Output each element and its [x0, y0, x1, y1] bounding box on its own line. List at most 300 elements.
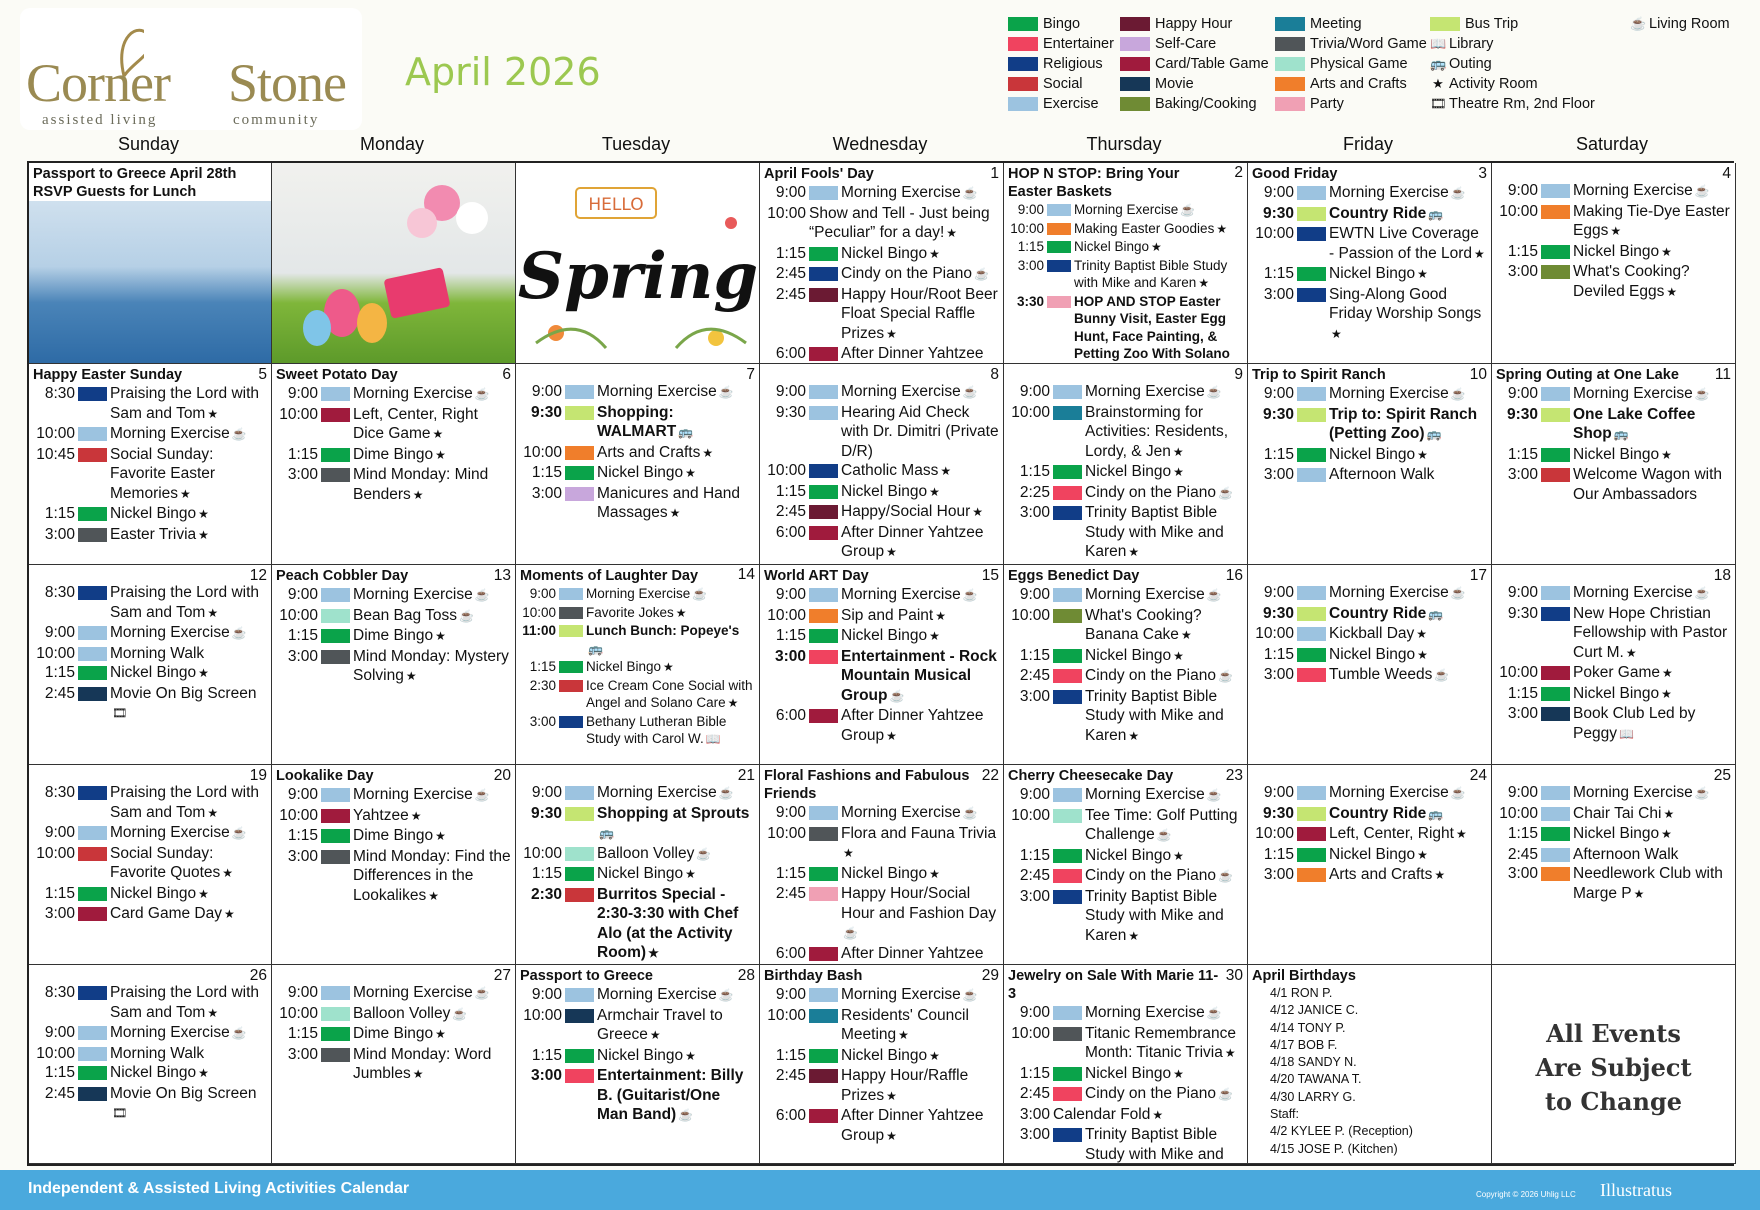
day-cell: [29, 364, 272, 565]
event-time: 3:00: [529, 713, 556, 729]
birthday-entry: 4/14 TONY P.: [1270, 1020, 1346, 1035]
event-row: [276, 606, 511, 627]
event-category-swatch: [809, 267, 838, 281]
weekday-label: Friday: [1342, 134, 1393, 154]
brand-word-corner: Corner: [26, 53, 170, 113]
event-category-swatch: [1053, 869, 1082, 883]
birthday-entry: 4/2 KYLEE P. (Reception): [1270, 1124, 1413, 1139]
event-name: [841, 461, 999, 482]
location-icon: 🚌: [1428, 606, 1444, 621]
event-name: [110, 424, 267, 445]
event-name: [1085, 1024, 1243, 1064]
event-row: [520, 985, 755, 1006]
event-name: [841, 803, 999, 824]
event-time: 9:30: [1262, 204, 1294, 222]
event-category-swatch: [78, 1066, 107, 1080]
event-category-swatch: [1297, 288, 1326, 302]
event-title: Manicures and Hand Massages: [597, 484, 741, 521]
event-time: 6:00: [775, 707, 806, 724]
day-number: 12: [249, 567, 267, 584]
event-category-swatch: [1297, 468, 1326, 482]
event-title: Entertainment: Billy B. (Guitarist/One Man Band): [597, 1067, 744, 1123]
event-time: 10:00: [1255, 625, 1294, 642]
event-name: [1573, 604, 1731, 664]
location-icon: ☕: [1434, 668, 1450, 682]
legend-label: Outing: [1449, 56, 1492, 72]
event-row: [1496, 384, 1731, 405]
event-name: [1074, 257, 1243, 293]
event-category-swatch: [1053, 1067, 1082, 1081]
event-category-swatch: [559, 716, 583, 728]
event-time: 2:45: [775, 503, 806, 520]
event-category-swatch: [565, 786, 594, 800]
day-number: 9: [1234, 366, 1243, 383]
event-row: [1496, 704, 1731, 744]
event-row: [1496, 445, 1731, 466]
event-category-swatch: [321, 387, 350, 401]
event-name: [1573, 202, 1731, 242]
event-title: Poker Game: [1573, 664, 1661, 681]
location-icon: ★: [702, 445, 714, 460]
event-title: Cindy on the Piano: [1085, 667, 1216, 684]
weekday-label: Monday: [359, 134, 425, 154]
event-time: 1:15: [287, 445, 318, 463]
event-title: What's Cooking? Banana Cake: [1085, 606, 1202, 643]
event-row: [764, 264, 999, 285]
event-row: [33, 663, 267, 684]
event-name: [1573, 465, 1731, 504]
event-row: [520, 844, 755, 865]
location-icon: ☕: [1206, 1006, 1222, 1020]
location-icon: ★: [843, 846, 854, 860]
event-row: [33, 904, 267, 925]
event-row: [1252, 264, 1487, 285]
event-category-swatch: [78, 448, 107, 462]
event-row: [764, 285, 999, 345]
event-row: [520, 622, 755, 658]
event-row: [1008, 887, 1243, 947]
event-name: [110, 823, 267, 844]
event-category-swatch: [1047, 260, 1071, 272]
event-row: [276, 647, 511, 687]
day-cell: [1492, 163, 1736, 364]
event-time: 9:00: [531, 383, 562, 400]
event-row: [1252, 645, 1487, 666]
day-cell: [272, 364, 516, 565]
event-row: [764, 824, 999, 864]
day-cell: [1248, 163, 1492, 364]
event-row: [520, 885, 755, 964]
event-title: HOP AND STOP Easter Bunny Visit, Easter Egg Hunt, Face Painting, & Petting Zoo With Solano: [1074, 293, 1230, 361]
event-name: [597, 844, 755, 865]
event-category-swatch: [1053, 506, 1082, 520]
event-time: 10:00: [36, 644, 75, 662]
event-row: [276, 826, 511, 847]
event-category-swatch: [1297, 207, 1326, 221]
event-title: After Dinner Yahtzee Group: [841, 523, 984, 560]
event-time: 9:30: [1506, 405, 1538, 423]
event-title: Dime Bingo: [353, 627, 434, 644]
event-time: 1:15: [1507, 825, 1538, 842]
event-title: Trinity Baptist Bible Study with Mike and: [1085, 1126, 1224, 1163]
event-row: [520, 658, 755, 677]
event-title: Nickel Bingo: [586, 659, 662, 674]
event-time: 9:30: [1507, 604, 1538, 622]
event-name: [1074, 293, 1243, 365]
event-category-swatch: [78, 826, 107, 840]
day-theme: Sweet Potato Day: [276, 367, 398, 383]
event-row: [276, 1024, 511, 1045]
event-category-swatch: [1053, 788, 1082, 802]
legend-label: Bingo: [1043, 16, 1081, 32]
location-icon: ☕: [962, 186, 978, 200]
event-title: Morning Exercise: [841, 184, 961, 201]
event-category-swatch: [1053, 1087, 1082, 1101]
event-name: [1573, 804, 1731, 825]
event-time: 10:00: [1499, 664, 1538, 681]
event-time: 3:00: [1507, 263, 1538, 280]
weekday-label: Thursday: [1086, 134, 1162, 154]
event-title: What's Cooking? Deviled Eggs: [1573, 263, 1690, 300]
day-number: 1: [990, 165, 999, 182]
event-time: 9:30: [530, 403, 562, 421]
theme-spacer: [33, 567, 267, 583]
event-time: 1:15: [287, 1025, 318, 1042]
theme-spacer: [33, 767, 267, 783]
event-name: [597, 484, 755, 524]
event-category-swatch: [809, 1069, 838, 1083]
event-row: [520, 864, 755, 885]
event-time: 11:00: [522, 623, 556, 638]
event-row: [1008, 846, 1243, 867]
legend-swatch: [1120, 77, 1150, 91]
event-name: [110, 844, 267, 884]
location-icon: ★: [1151, 240, 1162, 254]
event-time: 9:30: [1262, 804, 1294, 822]
location-icon: ★: [198, 527, 209, 542]
event-category-swatch: [809, 485, 838, 499]
event-title: Mind Monday: Mystery Solving: [353, 647, 509, 684]
location-icon: ★: [198, 507, 209, 521]
weekday-label: Saturday: [1575, 134, 1649, 154]
legend-label: Social: [1043, 76, 1083, 92]
event-category-swatch: [1053, 406, 1082, 420]
event-category-swatch: [1541, 807, 1570, 821]
event-name: [1085, 606, 1243, 646]
theme-spacer: [520, 767, 755, 783]
event-category-swatch: [565, 487, 594, 501]
legend-item: [1008, 74, 1114, 94]
location-icon: ☕: [231, 826, 247, 840]
event-title: Morning Exercise: [1329, 184, 1449, 201]
event-title: Easter Trivia: [110, 525, 197, 543]
event-title: Show and Tell - Just being “Peculiar” for a day!: [809, 204, 990, 241]
event-category-swatch: [1541, 827, 1570, 841]
legend-item: [1630, 14, 1730, 34]
event-time: 10:00: [1010, 220, 1044, 236]
location-icon: ☕: [718, 988, 734, 1002]
legend-item: [1430, 14, 1595, 34]
location-icon: ☕: [843, 926, 858, 940]
day-number: 29: [981, 967, 999, 984]
event-title: Happy Hour/Raffle Prizes: [841, 1067, 969, 1104]
legend-item: [1120, 34, 1269, 54]
location-icon: ☕: [1217, 1087, 1233, 1101]
brand-logo: [20, 8, 362, 130]
event-name: [353, 806, 511, 827]
event-title: Dime Bingo: [353, 1025, 434, 1042]
day-number: 7: [746, 366, 755, 383]
day-cell: [516, 364, 760, 565]
event-name: [1329, 624, 1487, 645]
location-icon: ★: [1128, 928, 1140, 943]
event-name: [1573, 783, 1731, 804]
event-title: Residents' Council Meeting: [841, 1006, 969, 1043]
event-time: 10:00: [1499, 804, 1538, 822]
event-category-swatch: [809, 464, 838, 478]
event-row: [33, 823, 267, 844]
event-category-swatch: [809, 526, 838, 540]
day-cell: [1492, 565, 1736, 765]
day-number: 25: [1713, 767, 1731, 784]
event-row: [520, 403, 755, 443]
event-time: 10:00: [767, 606, 806, 624]
event-row: [33, 844, 267, 884]
legend-swatch: [1120, 37, 1150, 51]
event-category-swatch: [1297, 267, 1326, 281]
location-icon: ★: [1216, 221, 1228, 236]
day-cell: [1248, 364, 1492, 565]
event-time: 3:00: [287, 847, 318, 865]
event-title: Sing-Along Good Friday Worship Songs: [1329, 285, 1482, 322]
event-time: 9:00: [1507, 182, 1538, 199]
easter-photo: [272, 163, 515, 363]
legend-item: [1275, 14, 1427, 34]
event-time: 10:00: [522, 604, 556, 620]
event-row: [1008, 806, 1243, 846]
event-category-swatch: [1297, 607, 1326, 621]
event-category-swatch: [1053, 669, 1082, 683]
event-title: EWTN Live Coverage - Passion of the Lord: [1329, 225, 1479, 262]
legend-label: Activity Room: [1449, 76, 1538, 92]
event-title: Morning Exercise: [353, 586, 473, 603]
day-number: 27: [493, 967, 511, 984]
event-name: [1329, 465, 1487, 485]
event-row: [764, 403, 999, 462]
event-category-swatch: [809, 288, 838, 302]
event-time: 1:15: [531, 1046, 562, 1064]
event-category-swatch: [1297, 668, 1326, 682]
event-time: 2:45: [775, 265, 806, 282]
location-icon: ★: [886, 728, 897, 743]
event-row: [520, 677, 755, 713]
event-row: [1252, 285, 1487, 345]
event-category-swatch: [321, 629, 350, 643]
event-name: [841, 244, 999, 265]
legend-swatch: [1275, 77, 1305, 91]
day-number: 15: [981, 567, 999, 584]
event-category-swatch: [809, 1049, 838, 1063]
event-category-swatch: [565, 466, 594, 480]
event-name: [1573, 704, 1731, 744]
event-time: 1:15: [1019, 1064, 1050, 1082]
event-time: 1:15: [775, 482, 806, 500]
day-cell: [1004, 364, 1248, 565]
event-row: [1008, 1125, 1243, 1164]
event-name: [1573, 583, 1731, 604]
legend-swatch: [1008, 57, 1038, 71]
event-category-swatch: [1047, 223, 1071, 235]
legend-label: Bus Trip: [1465, 16, 1519, 32]
event-category-swatch: [321, 986, 350, 1000]
event-category-swatch: [809, 186, 838, 200]
location-icon: ★: [1173, 648, 1184, 663]
day-cell: [1004, 565, 1248, 765]
event-title: Cindy on the Piano: [841, 265, 972, 282]
event-category-swatch: [78, 986, 107, 1000]
event-name: [1074, 220, 1243, 239]
birthday-entry: Staff:: [1270, 1107, 1299, 1122]
event-row: [276, 1045, 511, 1085]
event-title: Welcome Wagon with Our Ambassadors: [1573, 466, 1723, 503]
day-theme: Spring Outing at One Lake: [1496, 367, 1679, 383]
location-icon: ☕: [1180, 203, 1196, 217]
event-title: Happy/Social Hour: [841, 503, 971, 520]
event-row: [520, 604, 755, 623]
location-icon: ★: [198, 886, 209, 901]
event-row: [764, 1046, 999, 1067]
event-row: [764, 803, 999, 824]
event-time: 3:00: [774, 647, 806, 665]
event-time: 9:00: [775, 986, 806, 1003]
location-icon: ☕: [962, 806, 978, 820]
event-name: [1329, 845, 1487, 866]
event-time: 2:45: [1019, 1085, 1050, 1102]
event-title: Country Ride: [1329, 604, 1427, 622]
location-icon: ★: [648, 946, 659, 960]
day-cell: [1248, 765, 1492, 965]
event-category-swatch: [78, 687, 107, 701]
event-time: 1:15: [1019, 646, 1050, 664]
calendar-grid: [27, 161, 1734, 1166]
event-name: [1085, 1003, 1243, 1024]
event-name: [1329, 264, 1487, 285]
event-time: 9:30: [775, 403, 806, 421]
event-name: [1085, 806, 1243, 846]
day-number: 19: [249, 767, 267, 784]
event-category-swatch: [1297, 868, 1326, 882]
day-number: 17: [1469, 567, 1487, 584]
event-name: [841, 1066, 999, 1106]
legend-item: [1008, 54, 1114, 74]
event-name: [353, 647, 511, 687]
event-time: 3:00: [1263, 466, 1294, 483]
event-row: [764, 183, 999, 204]
event-time: 9:00: [287, 786, 318, 803]
birthday-entry: 4/18 SANDY N.: [1270, 1055, 1357, 1070]
event-row: [1008, 1105, 1243, 1126]
event-row: [520, 463, 755, 484]
event-name: [1085, 403, 1243, 463]
location-icon: ★: [435, 629, 446, 643]
event-row: [1252, 405, 1487, 445]
legend-item: [1275, 94, 1427, 114]
event-title: Morning Exercise: [841, 804, 961, 821]
location-icon: ☕: [1694, 184, 1710, 198]
event-name: [1085, 646, 1243, 667]
event-time: 10:00: [36, 425, 75, 442]
legend-label: Exercise: [1043, 96, 1099, 112]
day-cell: [516, 765, 760, 965]
event-time: 1:15: [1263, 845, 1294, 863]
location-icon: ★: [405, 669, 417, 683]
event-time: 10:00: [523, 844, 562, 862]
event-title: Morning Walk: [110, 644, 205, 662]
day-number: 14: [737, 566, 755, 583]
event-category-swatch: [809, 827, 838, 841]
event-name: [1329, 783, 1487, 804]
location-icon: ★: [675, 605, 687, 620]
event-time: 9:00: [287, 586, 318, 603]
event-category-swatch: [321, 1048, 350, 1062]
event-category-swatch: [1297, 186, 1326, 200]
event-row: [764, 344, 999, 364]
event-name: [110, 384, 267, 424]
event-category-swatch: [1053, 385, 1082, 399]
event-title: Dime Bingo: [353, 827, 434, 844]
event-time: 1:15: [44, 1064, 75, 1081]
event-title: Morning Exercise: [353, 786, 473, 803]
location-icon: ★: [929, 246, 940, 261]
event-row: [276, 983, 511, 1004]
event-title: Left, Center, Right: [1329, 825, 1454, 842]
day-cell: [1004, 965, 1248, 1164]
event-row: [1008, 238, 1243, 257]
day-number: 30: [1225, 967, 1243, 984]
location-icon: ★: [946, 226, 958, 240]
day-number: 26: [249, 967, 267, 984]
event-title: Nickel Bingo: [1085, 846, 1172, 864]
event-category-swatch: [809, 709, 838, 723]
event-row: [1252, 465, 1487, 485]
event-row: [520, 1046, 755, 1067]
event-category-swatch: [565, 1049, 594, 1063]
location-icon: ☕: [474, 788, 490, 802]
event-category-swatch: [809, 887, 838, 901]
event-name: [1329, 285, 1487, 345]
event-category-swatch: [1541, 848, 1570, 862]
event-name: [841, 824, 999, 864]
event-name: [353, 585, 511, 606]
event-name: [1085, 866, 1243, 887]
event-title: Nickel Bingo: [841, 627, 928, 644]
event-title: Shopping at Sprouts: [597, 804, 750, 822]
event-title: Nickel Bingo: [1085, 1064, 1172, 1082]
event-title: Happy Hour/Root Beer Float Special Raffle Prizes: [841, 285, 998, 342]
location-icon: ★: [1434, 868, 1446, 882]
day-cell: [1248, 565, 1492, 765]
event-category-swatch: [1297, 627, 1326, 641]
legend-label: Movie: [1155, 76, 1194, 92]
event-category-swatch: [1297, 387, 1326, 401]
event-name: [110, 884, 267, 905]
birthday-entry: 4/12 JANICE C.: [1270, 1003, 1359, 1018]
event-time: 3:30: [1016, 293, 1044, 309]
location-icon: ★: [1455, 827, 1467, 841]
location-icon: ★: [1180, 628, 1192, 642]
location-icon: ★: [1128, 728, 1140, 743]
event-name: [353, 785, 511, 806]
